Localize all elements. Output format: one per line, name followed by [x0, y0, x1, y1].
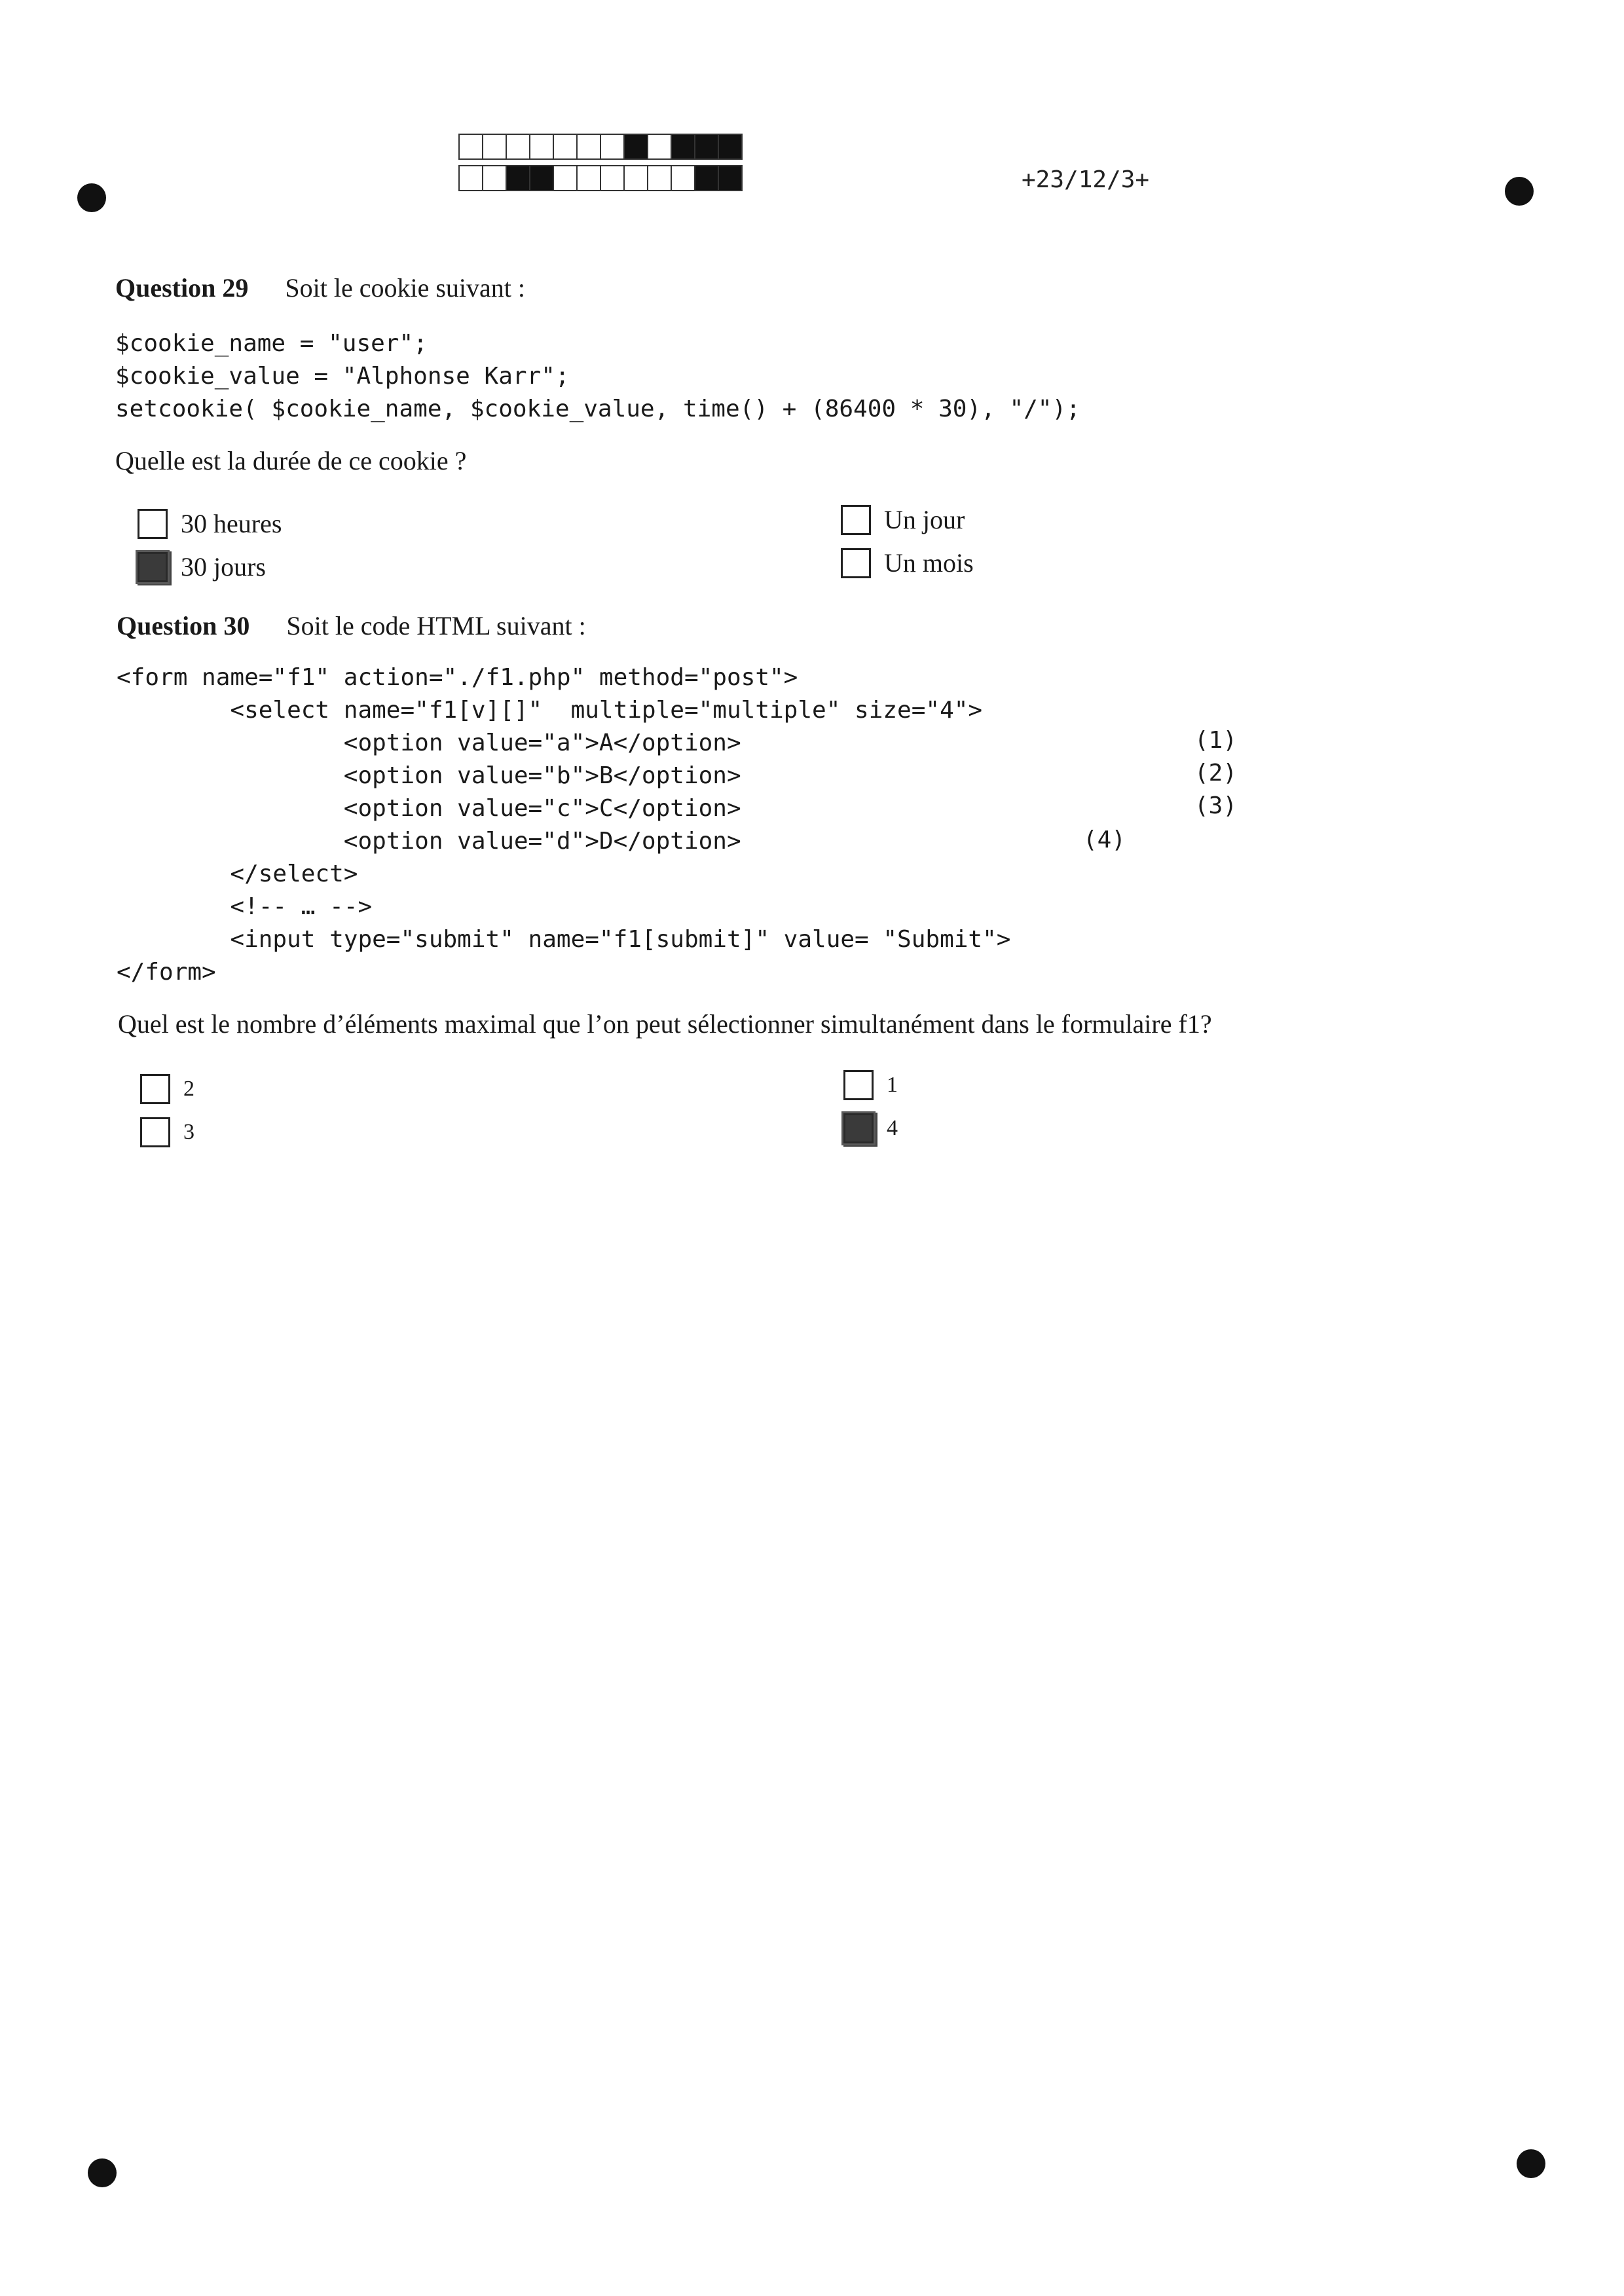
q29-choice-b-label: 30 jours: [181, 552, 266, 582]
code-marker-4: (4): [1083, 826, 1126, 853]
q30-choice-3[interactable]: [140, 1117, 194, 1147]
barcode1-cell-3: [529, 134, 554, 160]
q29-choice-c-label: Un jour: [884, 505, 965, 534]
question-29-intro: Soit le cookie suivant :: [285, 273, 525, 303]
barcode1-cell-8: [647, 134, 672, 160]
barcode2-cell-6: [600, 165, 625, 191]
code-marker-1: (1): [1194, 727, 1238, 754]
question-30-header: [117, 610, 586, 641]
q30-choice-b-label: 3: [183, 1120, 194, 1144]
registration-mark-top-left: [77, 183, 106, 212]
q29-choice-un-mois[interactable]: [841, 547, 974, 578]
q30-choice-c-label: 1: [887, 1073, 898, 1097]
barcode2-cell-5: [576, 165, 601, 191]
q29-choice-a-label: 30 heures: [181, 509, 282, 538]
barcode1-cell-10: [694, 134, 719, 160]
q30-choice-a-label: 2: [183, 1077, 194, 1101]
question-29-header: [115, 272, 525, 303]
barcode2-cell-4: [553, 165, 578, 191]
barcode2-cell-10: [694, 165, 719, 191]
q29-choice-30-jours[interactable]: [138, 551, 266, 582]
code-marker-3: (3): [1194, 792, 1238, 819]
q29-checkbox-d[interactable]: [841, 548, 871, 578]
barcode2-cell-11: [718, 165, 743, 191]
registration-mark-top-right: [1505, 177, 1534, 206]
question-30-intro: Soit le code HTML suivant :: [286, 611, 586, 640]
barcode1-cell-11: [718, 134, 743, 160]
question-30-code: <form name="f1" action="./f1.php" method="post"> <select name="f1[v][]" multiple="multiple" size="4"> <option value="a">A</option> <option value="b">B</option> <option value="c">C</option> <option value="d">D</option> </select> <!-- … --> <input type="submit" name="f1[submit]" value= "Submit"> </form>: [117, 664, 1011, 986]
barcode2-cell-2: [506, 165, 530, 191]
barcode1-cell-7: [623, 134, 648, 160]
q30-choice-2[interactable]: [140, 1074, 194, 1104]
q29-choice-30-heures[interactable]: [138, 508, 282, 539]
barcode1-cell-9: [671, 134, 695, 160]
barcode2-cell-1: [482, 165, 507, 191]
question-30-label: Question 30: [117, 611, 250, 640]
barcode2-cell-7: [623, 165, 648, 191]
barcode1-cell-4: [553, 134, 578, 160]
q30-checkbox-b[interactable]: [140, 1117, 170, 1147]
q29-checkbox-b[interactable]: [138, 552, 168, 582]
page-identifier: +23/12/3+: [1022, 166, 1150, 193]
question-29-code: $cookie_name = "user"; $cookie_value = "Alphonse Karr"; setcookie( $cookie_name, $cookie_value, time() + (86400 * 30), "/");: [115, 330, 1080, 422]
q29-choice-un-jour[interactable]: [841, 504, 965, 535]
q29-checkbox-c[interactable]: [841, 505, 871, 535]
barcode2-cell-0: [458, 165, 483, 191]
q30-checkbox-c[interactable]: [843, 1070, 874, 1100]
q29-checkbox-a[interactable]: [138, 509, 168, 539]
q30-choice-4[interactable]: [843, 1113, 898, 1143]
barcode2-cell-3: [529, 165, 554, 191]
code-marker-2: (2): [1194, 760, 1238, 787]
question-29-prompt: Quelle est la durée de ce cookie ?: [115, 446, 467, 475]
question-29-label: Question 29: [115, 273, 249, 303]
barcode2-cell-9: [671, 165, 695, 191]
barcode1-cell-2: [506, 134, 530, 160]
q30-checkbox-a[interactable]: [140, 1074, 170, 1104]
barcode1-cell-6: [600, 134, 625, 160]
barcode1-cell-5: [576, 134, 601, 160]
q30-choice-d-label: 4: [887, 1116, 898, 1140]
question-30-prompt: Quel est le nombre d’éléments maximal que l’on peut sélectionner simultanément dans le formulaire f1?: [118, 1009, 1212, 1039]
registration-mark-bottom-left: [88, 2158, 117, 2187]
page-barcode-row-1: [458, 134, 741, 160]
barcode2-cell-8: [647, 165, 672, 191]
q30-checkbox-d[interactable]: [843, 1113, 874, 1143]
barcode1-cell-1: [482, 134, 507, 160]
q29-choice-d-label: Un mois: [884, 548, 974, 578]
registration-mark-bottom-right: [1517, 2149, 1545, 2178]
page-barcode-row-2: [458, 165, 741, 191]
q30-choice-1[interactable]: [843, 1070, 898, 1100]
barcode1-cell-0: [458, 134, 483, 160]
